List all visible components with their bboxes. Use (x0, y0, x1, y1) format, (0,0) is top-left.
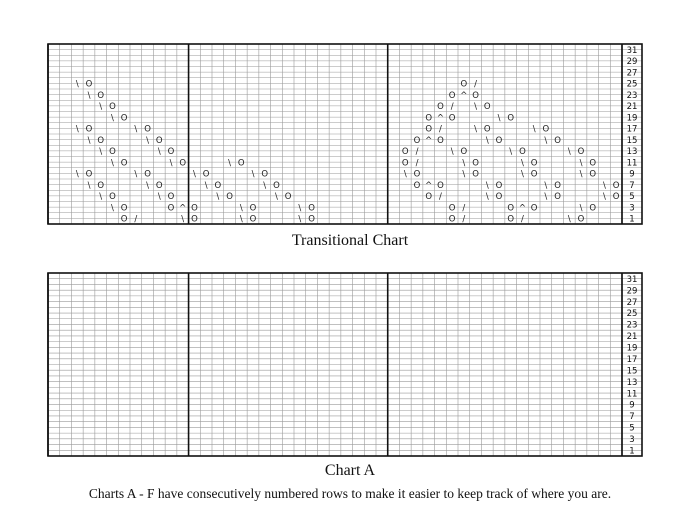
transitional-stitch-ssk: \ (204, 180, 208, 191)
transitional-stitch-ssk: \ (497, 113, 501, 124)
transitional-stitch-ssk: \ (87, 180, 91, 191)
transitional-stitch-yo: O (191, 214, 198, 225)
chart-a-row-number: 31 (626, 274, 638, 285)
transitional-stitch-yo: O (85, 79, 93, 90)
transitional-stitch-k2tog: / (415, 158, 419, 169)
transitional-stitch-ssk: \ (157, 192, 161, 203)
transitional-stitch-ssk: \ (579, 169, 583, 180)
transitional-row-number: 11 (626, 158, 638, 169)
transitional-stitch-ssk: \ (450, 147, 454, 158)
transitional-stitch-ssk: \ (544, 192, 548, 203)
transitional-stitch-yo: O (308, 214, 315, 225)
transitional-stitch-yo: O (437, 180, 444, 191)
transitional-stitch-yo: O (612, 180, 620, 191)
transitional-stitch-yo: O (167, 203, 175, 214)
transitional-stitch-yo: O (483, 102, 491, 113)
transitional-stitch-yo: O (179, 158, 187, 169)
transitional-stitch-yo: O (483, 124, 491, 135)
chart-a (48, 273, 642, 456)
transitional-stitch-yo: O (577, 214, 585, 225)
transitional-stitch-yo: O (167, 147, 175, 158)
transitional-row-number: 13 (626, 147, 638, 158)
transitional-row-number: 3 (629, 203, 635, 214)
transitional-stitch-ssk: \ (509, 147, 513, 158)
transitional-stitch-ssk: \ (567, 147, 571, 158)
transitional-stitch-ssk: \ (520, 158, 524, 169)
transitional-stitch-ssk: \ (87, 90, 91, 101)
transitional-stitch-ssk: \ (520, 169, 524, 180)
transitional-stitch-ssk: \ (251, 169, 255, 180)
transitional-stitch-yo: O (472, 158, 479, 169)
chart-a-row-number: 23 (626, 320, 638, 331)
transitional-stitch-ssk: \ (462, 158, 466, 169)
chart-a-row-number: 1 (629, 446, 635, 457)
transitional-stitch-k2tog: / (438, 124, 442, 135)
transitional-stitch-yo: O (425, 113, 433, 124)
transitional-stitch-yo: O (273, 180, 280, 191)
transitional-stitch-yo: O (413, 135, 421, 146)
transitional-stitch-k2tog: / (474, 79, 478, 90)
transitional-stitch-yo: O (554, 180, 561, 191)
transitional-stitch-k2tog: / (462, 214, 466, 225)
transitional-stitch-ssk: \ (544, 135, 548, 146)
transitional-stitch-ssk: \ (110, 203, 114, 214)
transitional-stitch-yo: O (214, 180, 222, 191)
transitional-stitch-yo: O (530, 158, 538, 169)
transitional-stitch-yo: O (507, 214, 515, 225)
transitional-stitch-yo: O (155, 180, 163, 191)
transitional-row-number: 25 (626, 79, 638, 90)
transitional-stitch-ssk: \ (99, 192, 103, 203)
transitional-row-number: 7 (629, 180, 635, 191)
chart-a-row-number: 27 (626, 297, 638, 308)
transitional-stitch-yo: O (155, 135, 163, 146)
chart-a-row-number: 13 (626, 377, 638, 388)
transitional-stitch-ssk: \ (146, 135, 150, 146)
transitional-stitch-ssk: \ (532, 124, 536, 135)
transitional-row-number: 5 (629, 192, 635, 203)
transitional-stitch-yo: O (109, 102, 116, 113)
transitional-stitch-yo: O (472, 90, 479, 101)
transitional-stitch-ssk: \ (474, 102, 478, 113)
transitional-stitch-k2tog: / (450, 102, 454, 113)
transitional-stitch-yo: O (460, 79, 468, 90)
transitional-stitch-yo: O (577, 147, 585, 158)
transitional-stitch-ssk: \ (134, 124, 138, 135)
transitional-row-number: 19 (626, 113, 638, 124)
transitional-stitch-ssk: \ (75, 169, 79, 180)
transitional-stitch-yo: O (437, 135, 444, 146)
transitional-stitch-ssk: \ (239, 203, 243, 214)
chart-a-row-number: 3 (629, 435, 635, 446)
transitional-stitch-yo: O (401, 158, 409, 169)
transitional-row-number: 17 (626, 124, 638, 135)
transitional-stitch-yo: O (507, 203, 515, 214)
transitional-stitch-yo: O (589, 158, 597, 169)
transitional-stitch-ssk: \ (474, 124, 478, 135)
transitional-row-number: 31 (626, 45, 638, 56)
transitional-stitch-ssk: \ (181, 214, 185, 225)
transitional-stitch-yo: O (530, 169, 538, 180)
transitional-stitch-yo: O (448, 113, 456, 124)
transitional-stitch-yo: O (237, 158, 245, 169)
transitional-stitch-ssk: \ (75, 79, 79, 90)
transitional-stitch-ssk: \ (228, 158, 232, 169)
transitional-stitch-yo: O (202, 169, 210, 180)
transitional-stitch-yo: O (308, 203, 315, 214)
transitional-stitch-yo: O (495, 135, 503, 146)
transitional-stitch-ssk: \ (99, 102, 103, 113)
transitional-row-number: 23 (626, 90, 638, 101)
transitional-stitch-k2tog: / (462, 203, 466, 214)
transitional-stitch-k2tog: / (134, 214, 138, 225)
transitional-stitch-yo: O (589, 169, 597, 180)
transitional-stitch-yo: O (589, 203, 597, 214)
transitional-stitch-yo: O (507, 113, 515, 124)
chart-a-row-number: 15 (626, 366, 638, 377)
transitional-stitch-ssk: \ (75, 124, 79, 135)
transitional-stitch-k3tog: ^ (425, 135, 433, 146)
chart-a-row-number: 11 (626, 389, 638, 400)
transitional-stitch-ssk: \ (274, 192, 278, 203)
transitional-stitch-yo: O (472, 169, 479, 180)
transitional-stitch-ssk: \ (110, 158, 114, 169)
transitional-stitch-yo: O (85, 124, 93, 135)
transitional-stitch-yo: O (554, 135, 561, 146)
transitional-stitch-ssk: \ (567, 214, 571, 225)
transitional-stitch-ssk: \ (298, 214, 302, 225)
transitional-stitch-yo: O (144, 124, 151, 135)
transitional-stitch-yo: O (167, 192, 175, 203)
transitional-stitch-yo: O (120, 203, 128, 214)
chart-a-row-number: 29 (626, 286, 638, 297)
transitional-stitch-k3tog: ^ (425, 180, 433, 191)
transitional-stitch-k3tog: ^ (179, 203, 187, 214)
transitional-stitch-ssk: \ (239, 214, 243, 225)
transitional-stitch-yo: O (495, 180, 503, 191)
transitional-stitch-yo: O (120, 158, 128, 169)
transitional-stitch-ssk: \ (485, 135, 489, 146)
transitional-stitch-yo: O (109, 192, 116, 203)
transitional-stitch-yo: O (249, 214, 257, 225)
transitional-stitch-ssk: \ (298, 203, 302, 214)
transitional-stitch-k3tog: ^ (460, 90, 468, 101)
transitional-stitch-yo: O (109, 147, 116, 158)
chart-a-row-number: 7 (629, 412, 635, 423)
transitional-stitch-yo: O (448, 90, 456, 101)
transitional-stitch-ssk: \ (485, 180, 489, 191)
transitional-stitch-k2tog: / (415, 147, 419, 158)
transitional-chart-title: Transitional Chart (291, 232, 409, 249)
chart-a-row-number: 25 (626, 309, 638, 320)
transitional-stitch-ssk: \ (110, 113, 114, 124)
transitional-stitch-yo: O (612, 192, 620, 203)
transitional-stitch-yo: O (425, 192, 433, 203)
transitional-stitch-yo: O (97, 180, 105, 191)
chart-a-title: Chart A (324, 462, 376, 479)
transitional-stitch-yo: O (191, 203, 198, 214)
transitional-stitch-yo: O (85, 169, 93, 180)
chart-a-row-number: 9 (629, 400, 635, 411)
transitional-stitch-yo: O (284, 192, 292, 203)
transitional-stitch-yo: O (120, 113, 128, 124)
chart-a-row-number: 17 (626, 354, 638, 365)
transitional-stitch-yo: O (554, 192, 561, 203)
transitional-stitch-ssk: \ (544, 180, 548, 191)
transitional-stitch-ssk: \ (99, 147, 103, 158)
transitional-row-number: 27 (626, 68, 638, 79)
transitional-stitch-ssk: \ (216, 192, 220, 203)
transitional-row-number: 15 (626, 135, 638, 146)
transitional-stitch-k3tog: ^ (436, 113, 444, 124)
footnote: Charts A - F have consecutively numbered rows to make it easier to keep track of where you are. (88, 486, 612, 501)
transitional-stitch-yo: O (437, 102, 444, 113)
transitional-stitch-yo: O (448, 214, 456, 225)
transitional-stitch-ssk: \ (403, 169, 407, 180)
transitional-stitch-ssk: \ (87, 135, 91, 146)
chart-a-row-number: 19 (626, 343, 638, 354)
transitional-stitch-ssk: \ (579, 203, 583, 214)
chart-a-row-number: 21 (626, 332, 638, 343)
transitional-stitch-ssk: \ (579, 158, 583, 169)
transitional-stitch-yo: O (97, 90, 105, 101)
transitional-stitch-yo: O (144, 169, 151, 180)
transitional-stitch-ssk: \ (134, 169, 138, 180)
transitional-stitch-yo: O (413, 180, 421, 191)
transitional-stitch-ssk: \ (485, 192, 489, 203)
transitional-stitch-ssk: \ (146, 180, 150, 191)
transitional-stitch-yo: O (495, 192, 503, 203)
transitional-stitch-yo: O (249, 203, 257, 214)
transitional-stitch-yo: O (413, 169, 421, 180)
transitional-stitch-yo: O (261, 169, 269, 180)
transitional-stitch-ssk: \ (602, 180, 606, 191)
transitional-stitch-yo: O (401, 147, 409, 158)
transitional-stitch-yo: O (448, 203, 456, 214)
transitional-stitch-yo: O (460, 147, 468, 158)
transitional-chart (48, 44, 642, 225)
transitional-row-number: 1 (629, 214, 635, 225)
transitional-stitch-ssk: \ (602, 192, 606, 203)
transitional-stitch-yo: O (530, 203, 538, 214)
chart-a-row-number: 5 (629, 423, 635, 434)
transitional-row-number: 9 (629, 169, 635, 180)
transitional-stitch-yo: O (542, 124, 550, 135)
transitional-row-number: 29 (626, 57, 638, 68)
transitional-stitch-yo: O (97, 135, 105, 146)
transitional-stitch-ssk: \ (157, 147, 161, 158)
transitional-stitch-k3tog: ^ (518, 203, 526, 214)
transitional-stitch-yo: O (120, 214, 128, 225)
transitional-stitch-ssk: \ (263, 180, 267, 191)
transitional-stitch-yo: O (226, 192, 233, 203)
transitional-stitch-ssk: \ (192, 169, 196, 180)
transitional-stitch-k2tog: / (520, 214, 524, 225)
transitional-stitch-yo: O (425, 124, 433, 135)
transitional-stitch-k2tog: / (438, 192, 442, 203)
transitional-stitch-ssk: \ (462, 169, 466, 180)
transitional-row-number: 21 (626, 102, 638, 113)
transitional-stitch-yo: O (519, 147, 526, 158)
transitional-stitch-ssk: \ (169, 158, 173, 169)
